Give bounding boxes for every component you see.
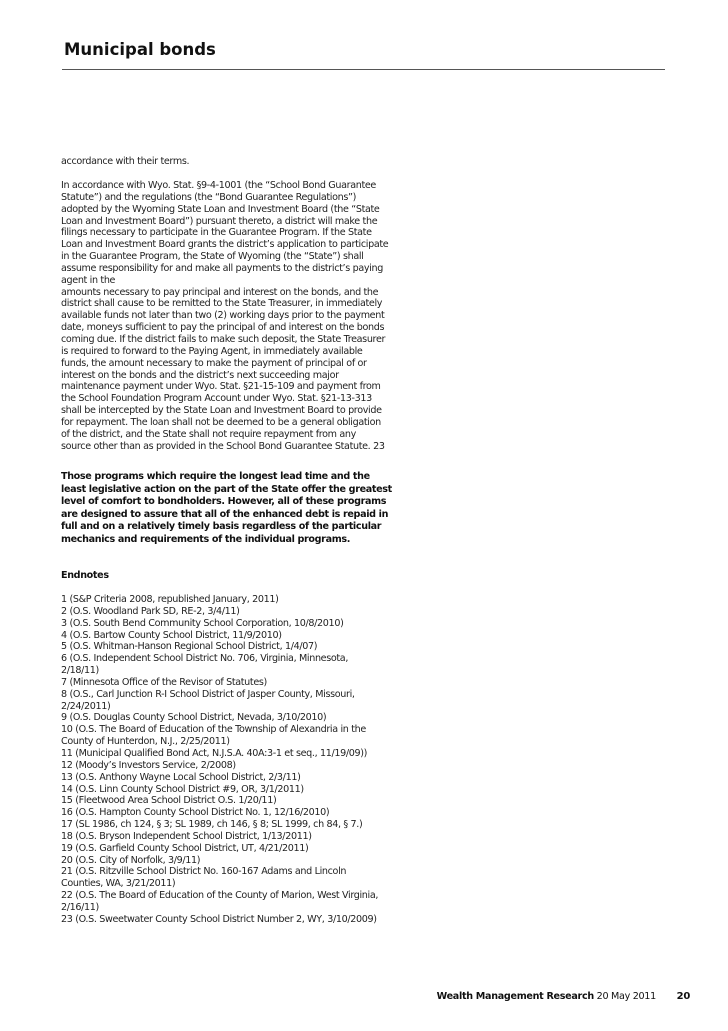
endnote-line: 7 (Minnesota Office of the Revisor of Statutes) xyxy=(61,676,267,688)
endnote-line: 20 (O.S. City of Norfolk, 3/9/11) xyxy=(61,854,201,866)
page-title: Municipal bonds xyxy=(64,40,216,59)
paragraph-line: available funds not later than two (2) working days prior to the payment xyxy=(61,310,385,322)
paragraph-line: coming due. If the district fails to make such deposit, the State Treasurer xyxy=(61,333,386,345)
paragraph-line: maintenance payment under Wyo. Stat. §21-15-109 and payment from xyxy=(61,381,381,393)
paragraph-line: shall be intercepted by the State Loan and Investment Board to provide xyxy=(61,405,382,417)
page-footer xyxy=(437,991,690,1002)
endnote-line: 9 (O.S. Douglas County School District, Nevada, 3/10/2010) xyxy=(61,712,327,724)
endnote-line: County of Hunterdon, N.J., 2/25/2011) xyxy=(61,736,230,748)
page-number: 20 xyxy=(676,991,690,1002)
endnote-line: 14 (O.S. Linn County School District #9, OR, 3/1/2011) xyxy=(61,783,304,795)
endnote-line: 5 (O.S. Whitman-Hanson Regional School District, 1/4/07) xyxy=(61,641,318,653)
endnote-line: 17 (SL 1986, ch 124, § 3; SL 1989, ch 146, § 8; SL 1999, ch 84, § 7.) xyxy=(61,819,363,831)
paragraph-line: Loan and Investment Board”) pursuant thereto, a district will make the xyxy=(61,215,378,227)
paragraph-line: amounts necessary to pay principal and interest on the bonds, and the xyxy=(61,286,379,298)
paragraph-line: least legislative action on the part of the State offer the greatest xyxy=(61,483,392,495)
endnote-line: 2 (O.S. Woodland Park SD, RE-2, 3/4/11) xyxy=(61,605,240,617)
paragraph-line: mechanics and requirements of the individual programs. xyxy=(61,533,350,545)
endnote-line: 2/16/11) xyxy=(61,901,99,913)
paragraph-line: for repayment. The loan shall not be deemed to be a general obligation xyxy=(61,416,381,428)
endnote-line: 10 (O.S. The Board of Education of the Township of Alexandria in the xyxy=(61,724,366,736)
paragraph-line: district shall cause to be remitted to the State Treasurer, in immediately xyxy=(61,298,383,310)
paragraph-line: interest on the bonds and the district’s next succeeding major xyxy=(61,369,339,381)
endnote-line: 18 (O.S. Bryson Independent School District, 1/13/2011) xyxy=(61,830,312,842)
endnote-line: 19 (O.S. Garfield County School District, UT, 4/21/2011) xyxy=(61,842,309,854)
header-divider xyxy=(62,69,665,70)
endnote-line: 11 (Municipal Qualified Bond Act, N.J.S.A. 40A:3-1 et seq., 11/19/09)) xyxy=(61,747,368,759)
endnote-line: 2/18/11) xyxy=(61,665,99,677)
paragraph-line: filings necessary to participate in the Guarantee Program. If the State xyxy=(61,227,372,239)
paragraph-line: of the district, and the State shall not require repayment from any xyxy=(61,428,356,440)
endnotes-heading xyxy=(61,570,401,583)
endnote-line: 15 (Fleetwood Area School District O.S. 1/20/11) xyxy=(61,795,277,807)
paragraph-line: accordance with their terms. xyxy=(61,156,190,167)
endnote-line: 8 (O.S., Carl Junction R-I School District of Jasper County, Missouri, xyxy=(61,688,355,700)
paragraph-line: Those programs which require the longest lead time and the xyxy=(61,471,370,482)
endnote-line: 2/24/2011) xyxy=(61,700,111,712)
endnote-line: Counties, WA, 3/21/2011) xyxy=(61,878,176,890)
paragraph-line: full and on a relatively timely basis regardless of the particular xyxy=(61,521,382,533)
paragraph-line: agent in the xyxy=(61,274,116,286)
paragraph-line: assume responsibility for and make all payments to the district’s paying xyxy=(61,262,383,274)
paragraph-line: Statute”) and the regulations (the “Bond Guarantee Regulations”) xyxy=(61,191,357,203)
endnote-line: 12 (Moody’s Investors Service, 2/2008) xyxy=(61,759,236,771)
intro-paragraph xyxy=(61,156,401,168)
endnote-line: 1 (S&P Criteria 2008, republished January, 2011) xyxy=(61,594,279,605)
section-heading: Endnotes xyxy=(61,570,109,581)
paragraph-line: is required to forward to the Paying Agent, in immediately available xyxy=(61,345,363,357)
endnote-line: 21 (O.S. Ritzville School District No. 160-167 Adams and Lincoln xyxy=(61,866,347,878)
paragraph-line: the School Foundation Program Account under Wyo. Stat. §21-13-313 xyxy=(61,393,372,405)
endnote-line: 22 (O.S. The Board of Education of the County of Marion, West Virginia, xyxy=(61,890,379,902)
endnote-line: 16 (O.S. Hampton County School District No. 1, 12/16/2010) xyxy=(61,807,330,819)
endnote-line: 23 (O.S. Sweetwater County School District Number 2, WY, 3/10/2009) xyxy=(61,913,377,925)
endnote-line: 4 (O.S. Bartow County School District, 11/9/2010) xyxy=(61,629,282,641)
paragraph-line: source other than as provided in the School Bond Guarantee Statute. 23 xyxy=(61,440,385,452)
paragraph-line: in the Guarantee Program, the State of Wyoming (the “State”) shall xyxy=(61,251,364,263)
paragraph-line: adopted by the Wyoming State Loan and Investment Board (the “State xyxy=(61,203,380,215)
endnote-line: 13 (O.S. Anthony Wayne Local School District, 2/3/11) xyxy=(61,771,301,783)
endnotes-list xyxy=(61,594,401,926)
paragraph-line: date, moneys sufficient to pay the principal of and interest on the bonds xyxy=(61,322,385,334)
paragraph-line: In accordance with Wyo. Stat. §9-4-1001 (the “School Bond Guarantee xyxy=(61,180,376,191)
paragraph-line: funds, the amount necessary to make the payment of principal of or xyxy=(61,357,367,369)
endnote-line: 6 (O.S. Independent School District No. 706, Virginia, Minnesota, xyxy=(61,653,349,665)
endnote-line: 3 (O.S. South Bend Community School Corporation, 10/8/2010) xyxy=(61,617,344,629)
body-paragraph xyxy=(61,180,401,452)
paragraph-line: are designed to assure that all of the enhanced debt is repaid in xyxy=(61,508,389,520)
publication-name: Wealth Management Research xyxy=(436,991,594,1002)
paragraph-line: Loan and Investment Board grants the district’s application to participate xyxy=(61,239,389,251)
publication-date: 20 May 2011 xyxy=(596,991,656,1002)
paragraph-line: level of comfort to bondholders. However, all of these programs xyxy=(61,496,387,508)
summary-paragraph xyxy=(61,471,401,547)
